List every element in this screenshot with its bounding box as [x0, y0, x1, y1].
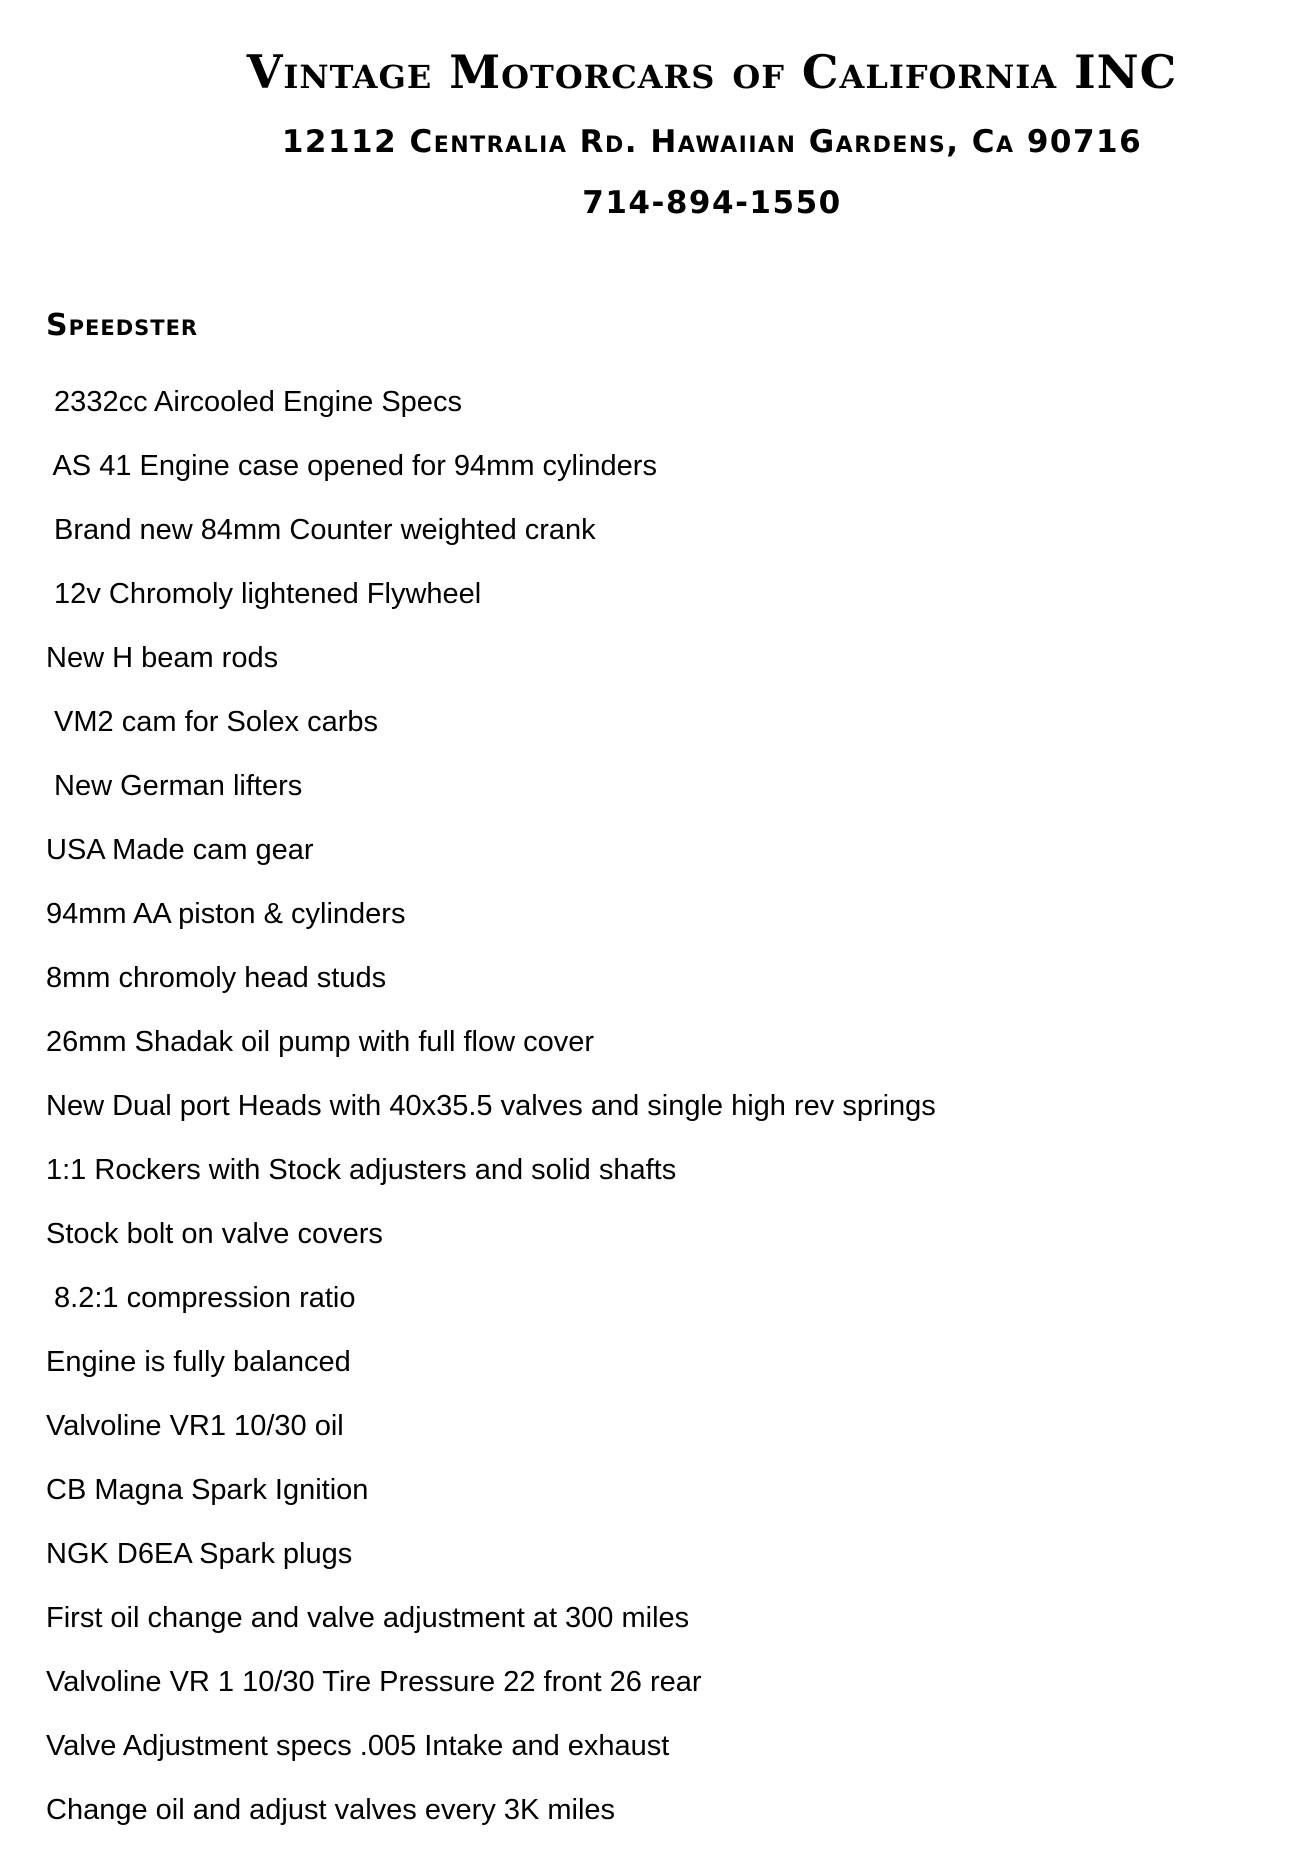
spec-item: Engine is fully balanced [46, 1346, 351, 1378]
spec-item: 8mm chromoly head studs [46, 962, 387, 994]
spec-item: 2332cc Aircooled Engine Specs [46, 386, 462, 418]
spec-list [46, 370, 936, 1842]
spec-item: New H beam rods [46, 642, 279, 674]
spec-item: USA Made cam gear [46, 834, 314, 866]
spec-item: Brand new 84mm Counter weighted crank [46, 514, 596, 546]
spec-item: 94mm AA piston & cylinders [46, 898, 406, 930]
spec-item: AS 41 Engine case opened for 94mm cylinders [46, 450, 657, 482]
company-name: Vintage Motorcars of California INC [246, 45, 1178, 99]
spec-item: 1:1 Rockers with Stock adjusters and solid shafts [46, 1154, 677, 1186]
spec-item: NGK D6EA Spark plugs [46, 1538, 353, 1570]
spec-item: Valvoline VR1 10/30 oil [46, 1410, 344, 1442]
spec-item: Valve Adjustment specs .005 Intake and exhaust [46, 1730, 670, 1762]
spec-item: Change oil and adjust valves every 3K miles [46, 1794, 616, 1826]
spec-item: Valvoline VR 1 10/30 Tire Pressure 22 front 26 rear [46, 1666, 702, 1698]
spec-item: VM2 cam for Solex carbs [46, 706, 378, 738]
spec-item: New German lifters [46, 770, 303, 802]
spec-item: Stock bolt on valve covers [46, 1218, 383, 1250]
spec-item: New Dual port Heads with 40x35.5 valves and single high rev springs [46, 1090, 936, 1122]
spec-item: First oil change and valve adjustment at 300 miles [46, 1602, 690, 1634]
spec-item: 12v Chromoly lightened Flywheel [46, 578, 482, 610]
spec-item: CB Magna Spark Ignition [46, 1474, 369, 1506]
company-phone: 714-894-1550 [582, 185, 842, 221]
spec-item: 26mm Shadak oil pump with full flow cover [46, 1026, 595, 1058]
section-title: Speedster [46, 308, 199, 343]
company-address: 12112 Centralia Rd. Hawaiian Gardens, Ca 90716 [281, 124, 1143, 160]
spec-item: 8.2:1 compression ratio [46, 1282, 356, 1314]
